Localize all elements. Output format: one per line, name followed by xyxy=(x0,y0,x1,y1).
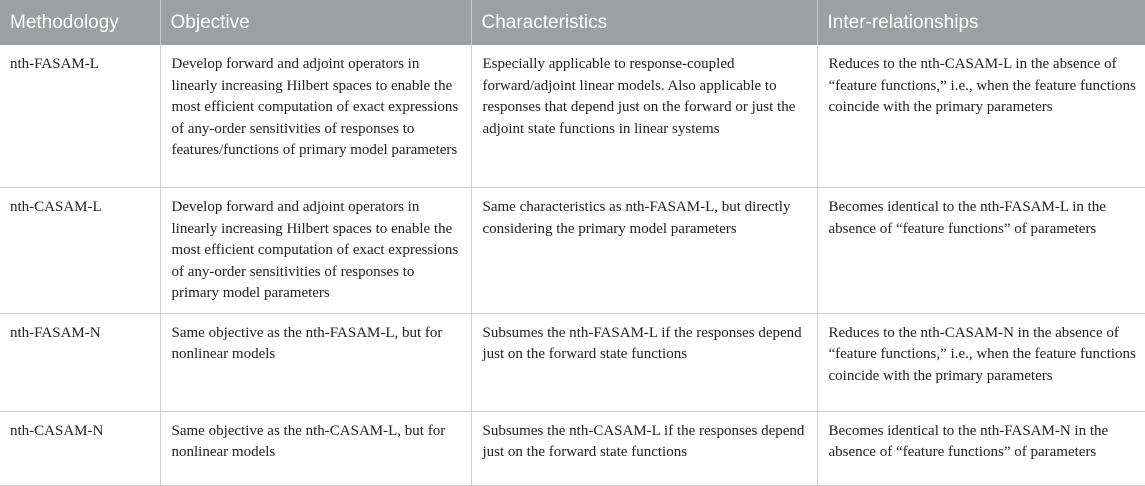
table-row xyxy=(0,188,1145,314)
characteristics-cell: Especially applicable to response-coupled forward/adjoint linear models. Also applicable to responses that depend just on the forward or just the adjoint state functions in linear systems xyxy=(471,45,817,188)
inter-relationships-cell: Becomes identical to the nth-FASAM-L in the absence of “feature functions” of parameters xyxy=(817,188,1145,314)
characteristics-cell: Subsumes the nth-FASAM-L if the responses depend just on the forward state functions xyxy=(471,313,817,411)
inter-relationships-cell: Reduces to the nth-CASAM-N in the absence of “feature functions,” i.e., when the feature functions coincide with the primary parameters xyxy=(817,313,1145,411)
inter-relationships-cell: Becomes identical to the nth-FASAM-N in the absence of “feature functions” of parameters xyxy=(817,411,1145,485)
methodology-cell: nth-FASAM-L xyxy=(0,45,160,188)
header-methodology: Methodology xyxy=(0,0,160,45)
header-characteristics: Characteristics xyxy=(471,0,817,45)
objective-cell: Develop forward and adjoint operators in linearly increasing Hilbert spaces to enable the most efficient computation of exact expressions of any-order sensitivities of responses to features/functions of primary model parameters xyxy=(160,45,471,188)
methodology-cell: nth-CASAM-L xyxy=(0,188,160,314)
methodology-cell: nth-FASAM-N xyxy=(0,313,160,411)
table-row xyxy=(0,45,1145,188)
objective-cell: Same objective as the nth-FASAM-L, but for nonlinear models xyxy=(160,313,471,411)
characteristics-cell: Same characteristics as nth-FASAM-L, but directly considering the primary model parameters xyxy=(471,188,817,314)
objective-cell: Develop forward and adjoint operators in linearly increasing Hilbert spaces to enable the most efficient computation of exact expressions of any-order sensitivities of responses to primary model parameters xyxy=(160,188,471,314)
table-row xyxy=(0,313,1145,411)
header-row xyxy=(0,0,1145,45)
characteristics-cell: Subsumes the nth-CASAM-L if the responses depend just on the forward state functions xyxy=(471,411,817,485)
header-inter-relationships: Inter-relationships xyxy=(817,0,1145,45)
inter-relationships-cell: Reduces to the nth-CASAM-L in the absence of “feature functions,” i.e., when the feature functions coincide with the primary parameters xyxy=(817,45,1145,188)
methodology-cell: nth-CASAM-N xyxy=(0,411,160,485)
objective-cell: Same objective as the nth-CASAM-L, but for nonlinear models xyxy=(160,411,471,485)
table-row xyxy=(0,411,1145,485)
header-objective: Objective xyxy=(160,0,471,45)
